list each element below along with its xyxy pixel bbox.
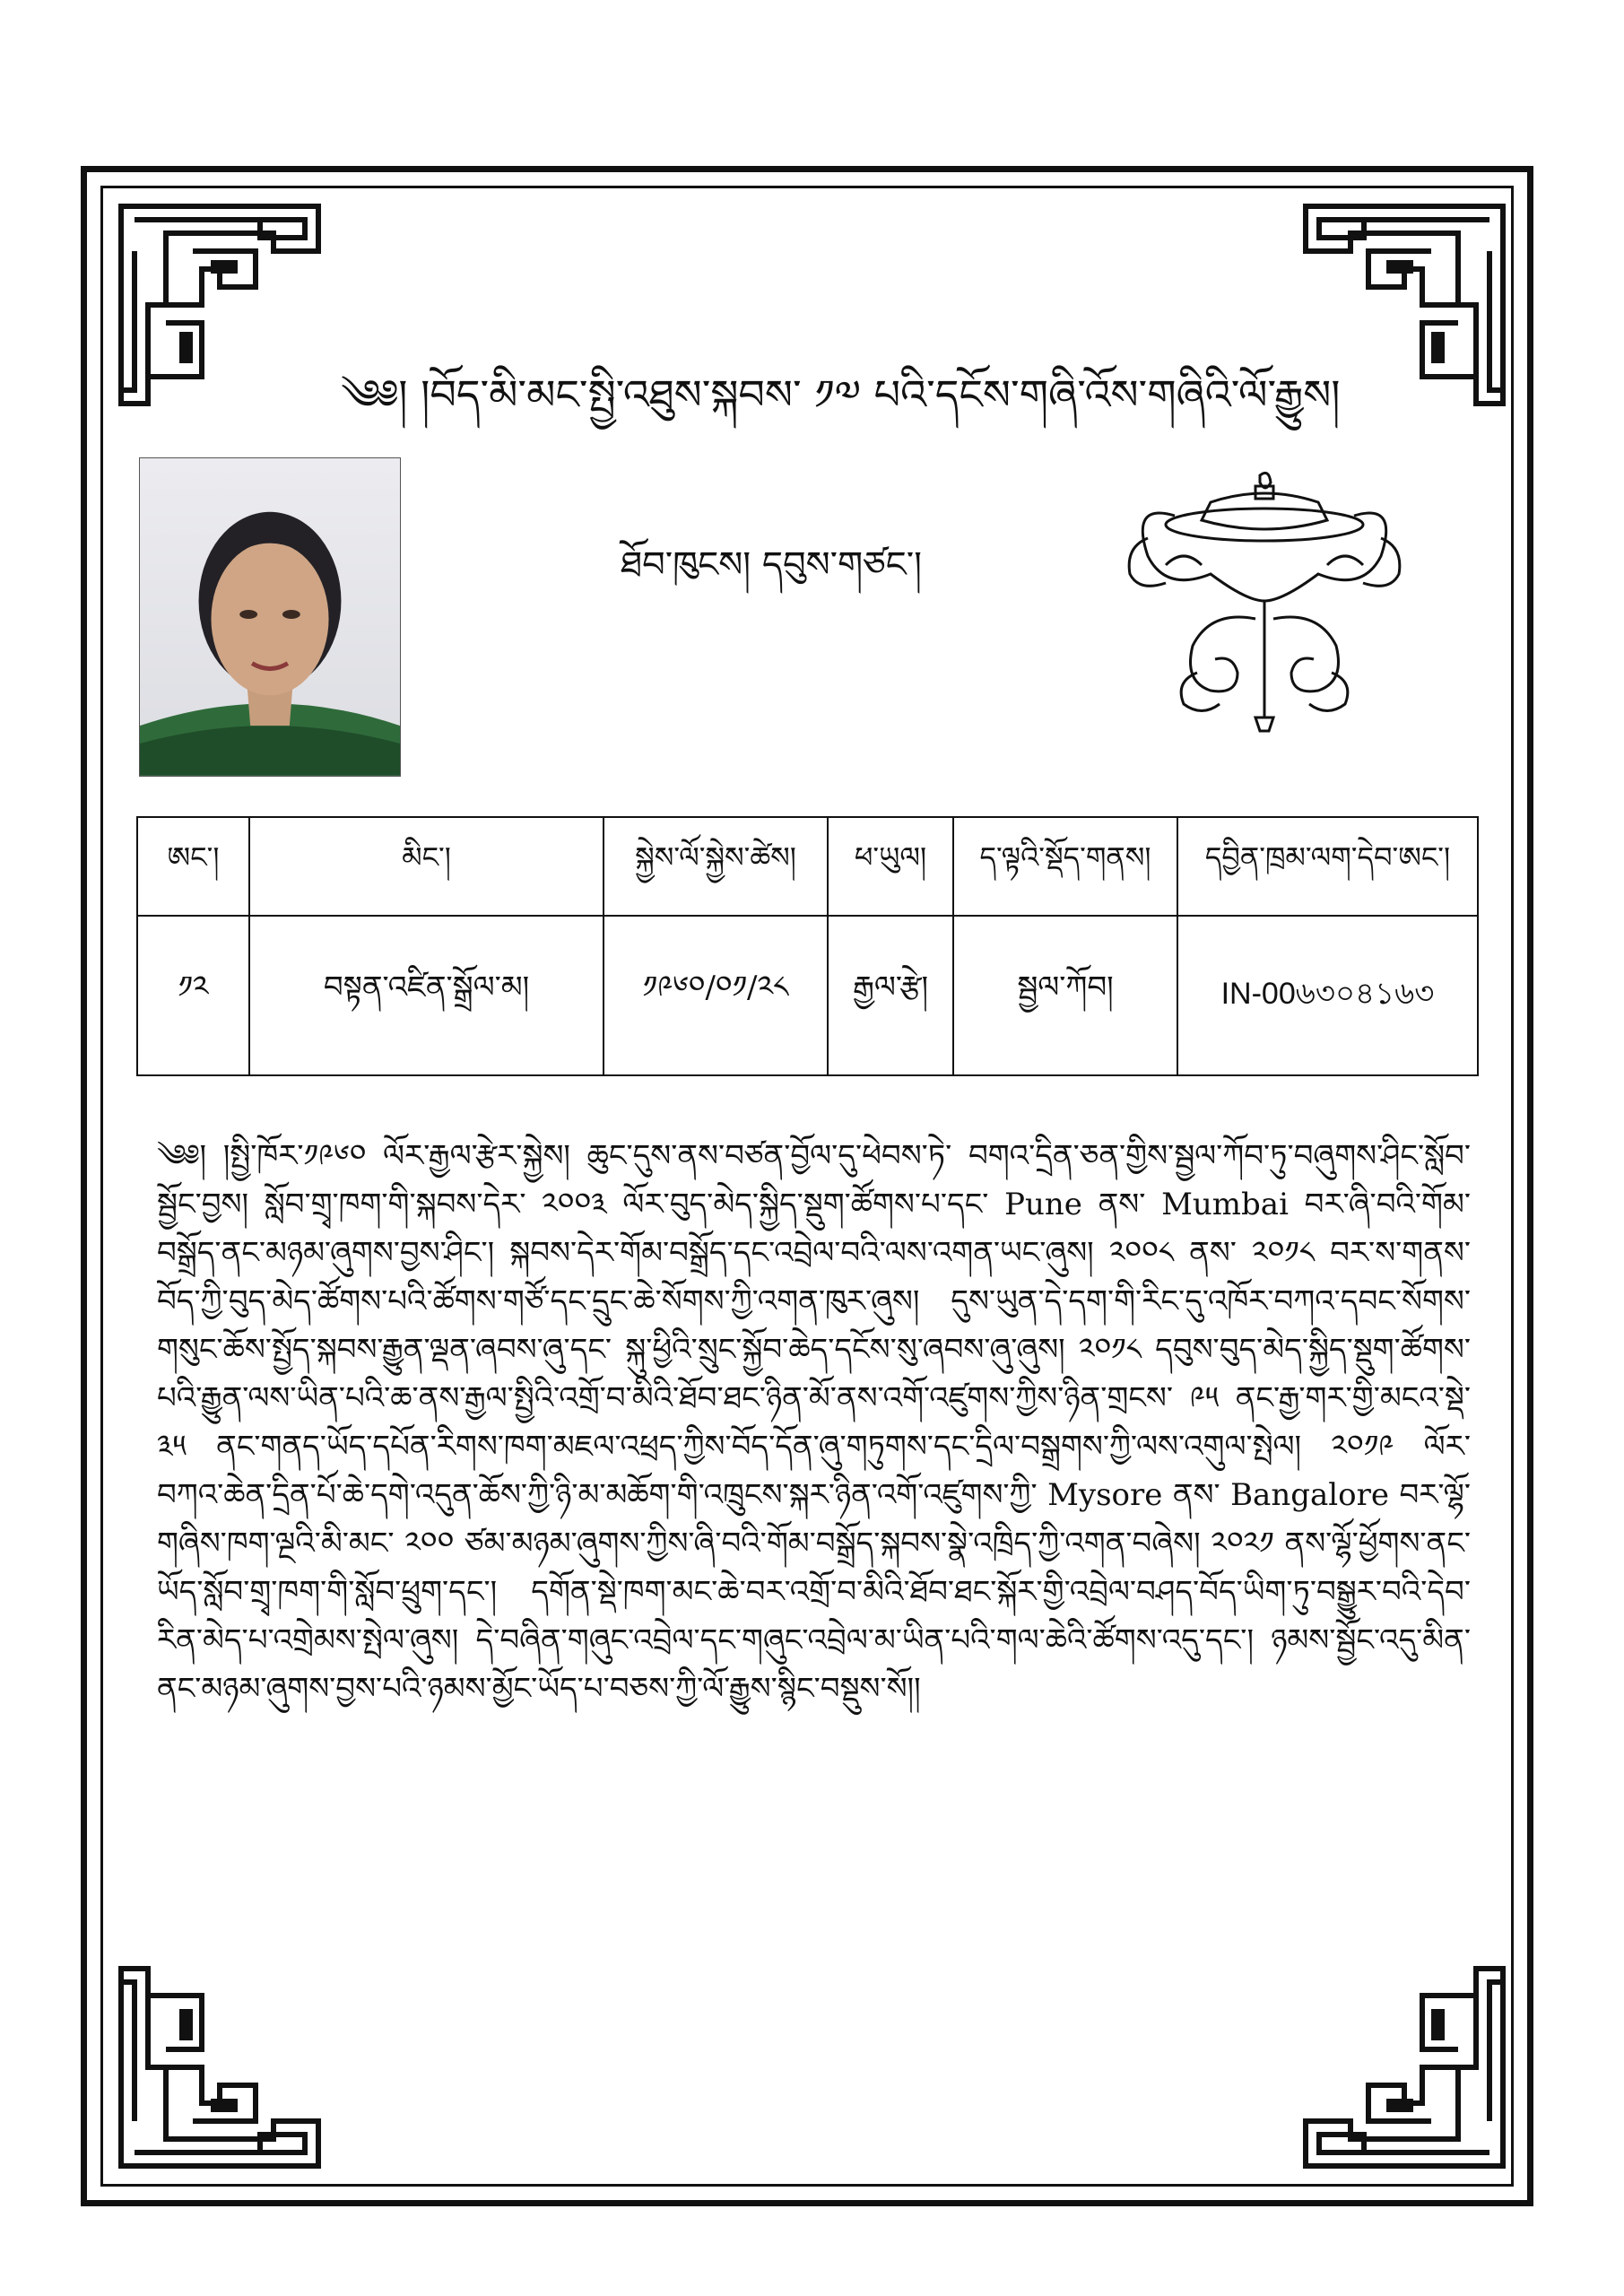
header-number: ཨང་། xyxy=(137,817,249,916)
corner-ornament-icon xyxy=(112,1960,327,2175)
header-birth-date: སྐྱེས་ལོ་སྐྱེས་ཚེས། xyxy=(604,817,828,916)
table-header-row xyxy=(137,817,1478,916)
cell-birth-date: ༡༩༦༠/༠༡/༢༨ xyxy=(604,916,828,1075)
cell-green-book-number: IN-00৬৩০৪১৬৩ xyxy=(1177,916,1478,1075)
cell-name: བསྟན་འཛིན་སྒྲོལ་མ། xyxy=(249,916,604,1075)
header-hometown: ཕ་ཡུལ། xyxy=(828,817,953,916)
constituency-label: ཐོབ་ཁུངས། དབུས་གཙང་། xyxy=(620,544,923,586)
header-current-residence: ད་ལྟའི་སྡོད་གནས། xyxy=(953,817,1177,916)
candidate-photo xyxy=(139,457,401,777)
cell-current-residence: སྦྱལ་ཀོབ། xyxy=(953,916,1177,1075)
biography-text: ༄༅། །སྤྱི་ཁོར་༡༩༦༠ ལོར་རྒྱལ་རྩེར་སྐྱེས། ཆུང་དུས་ནས་བཙན་བྱོལ་དུ་ཕེབས་ཏེ་ བགའ་དྲིན་ཅན་གྱིས་སྦྱལ་ཀོབ་ཏུ་བཞུགས་ཤིང་སློབ་སྦྱོང་བྱས། སློབ་གྲྭ་ཁག་གི་སྐབས་དེར་ ༢༠༠༣ ལོར་བུད་མེད་སྐྱིད་སྡུག་ཚོགས་པ་དང་ Pune ནས་ Mumbai བར་ཞི་བའི་གོམ་བསྒྲོད་ནང་མཉམ་ཞུགས་བྱས་ཤིང་། སྐབས་དེར་གོམ་བསྒྲོད་དང་འབྲེལ་བའི་ལས་འགན་ཡང་ཞུས། ༢༠༠༨ ནས་ ༢༠༡༨ བར་ས་གནས་བོད་ཀྱི་བུད་མེད་ཚོགས་པའི་ཚོགས་གཙོ་དང་དྲུང་ཆེ་སོགས་ཀྱི་འགན་ཁུར་ཞུས། དུས་ཡུན་དེ་དག་གི་རིང་དུ་འཁོར་བཀའ་དབང་སོགས་གསུང་ཆོས་སྤྱོད་སྐབས་རྒྱུན་ལྡན་ཞབས་ཞུ་དང་ སྐུ་ཕྱིའི་སྲུང་སྐྱོབ་ཆེད་དངོས་སུ་ཞབས་ཞུ་ཞུས། ༢༠༡༨ དབུས་བུད་མེད་སྐྱིད་སྡུག་ཚོགས་པའི་རྒྱུན་ལས་ཡིན་པའི་ཆ་ནས་རྒྱལ་སྤྱིའི་འགྲོ་བ་མིའི་ཐོབ་ཐང་ཉིན་མོ་ནས་འགོ་འཛུགས་ཀྱིས་ཉིན་གྲངས་ ༩༥ ནང་རྒྱ་གར་གྱི་མངའ་སྡེ་ ༣༥ ནང་གནད་ཡོད་དཔོན་རིགས་ཁག་མཇལ་འཕྲད་ཀྱིས་བོད་དོན་ཞུ་གཏུགས་དང་དྲིལ་བསྒྲགས་ཀྱི་ལས་འགུལ་སྤེལ། ༢༠༡༩ ལོར་བཀའ་ཆེན་དྲིན་པོ་ཆེ་དགེ་འདུན་ཆོས་ཀྱི་ཉི་མ་མཆོག་གི་འཁྲུངས་སྐར་ཉིན་འགོ་འཛུགས་ཀྱི་ Mysore ནས་ Bangalore བར་ལྷོ་གཞིས་ཁག་ལྔའི་མི་མང་ ༢༠༠ ཙམ་མཉམ་ཞུགས་ཀྱིས་ཞི་བའི་གོམ་བསྒྲོད་སྐབས་སྣེ་འཁྲིད་ཀྱི་འགན་བཞེས། ༢༠༢༡ ནས་ལྷོ་ཕྱོགས་ནང་ཡོད་སློབ་གྲྭ་ཁག་གི་སློབ་ཕྲུག་དང་། དགོན་སྡེ་ཁག་མང་ཆེ་བར་འགྲོ་བ་མིའི་ཐོབ་ཐང་སྐོར་གྱི་འབྲེལ་བཤད་བོད་ཡིག་ཏུ་བསྒྱུར་བའི་དེབ་རིན་མེད་པ་འགྲེམས་སྤེལ་ཞུས། དེ་བཞིན་གཞུང་འབྲེལ་དང་གཞུང་འབྲེལ་མ་ཡིན་པའི་གལ་ཆེའི་ཚོགས་འདུ་དང་། ཉམས་སྦྱོང་འདུ་མིན་ནང་མཉམ་ཞུགས་བྱས་པའི་ཉམས་མྱོང་ཡོད་པ་བཅས་ཀྱི་ལོ་རྒྱུས་སྙིང་བསྡུས་སོ།། xyxy=(157,1138,1471,1707)
table-row xyxy=(137,916,1478,1075)
corner-ornament-icon xyxy=(1297,1960,1512,2175)
cell-number: ༡༢ xyxy=(137,916,249,1075)
cell-hometown: རྒྱལ་རྩེ། xyxy=(828,916,953,1075)
candidate-info-table xyxy=(136,816,1479,1076)
header-name: མིང་། xyxy=(249,817,604,916)
page-title: ༄༅། །བོད་མི་མང་སྤྱི་འཐུས་སྐབས་ ༡༧ པའི་དངོས་གཞི་འོས་གཞིའི་ལོ་རྒྱུས། xyxy=(341,370,1341,419)
header-green-book-number: དབྱིན་ཁྲམ་ལག་དེབ་ཨང་། xyxy=(1177,817,1478,916)
corner-ornament-icon xyxy=(112,197,327,413)
dharma-wheel-emblem-icon xyxy=(1112,466,1417,735)
